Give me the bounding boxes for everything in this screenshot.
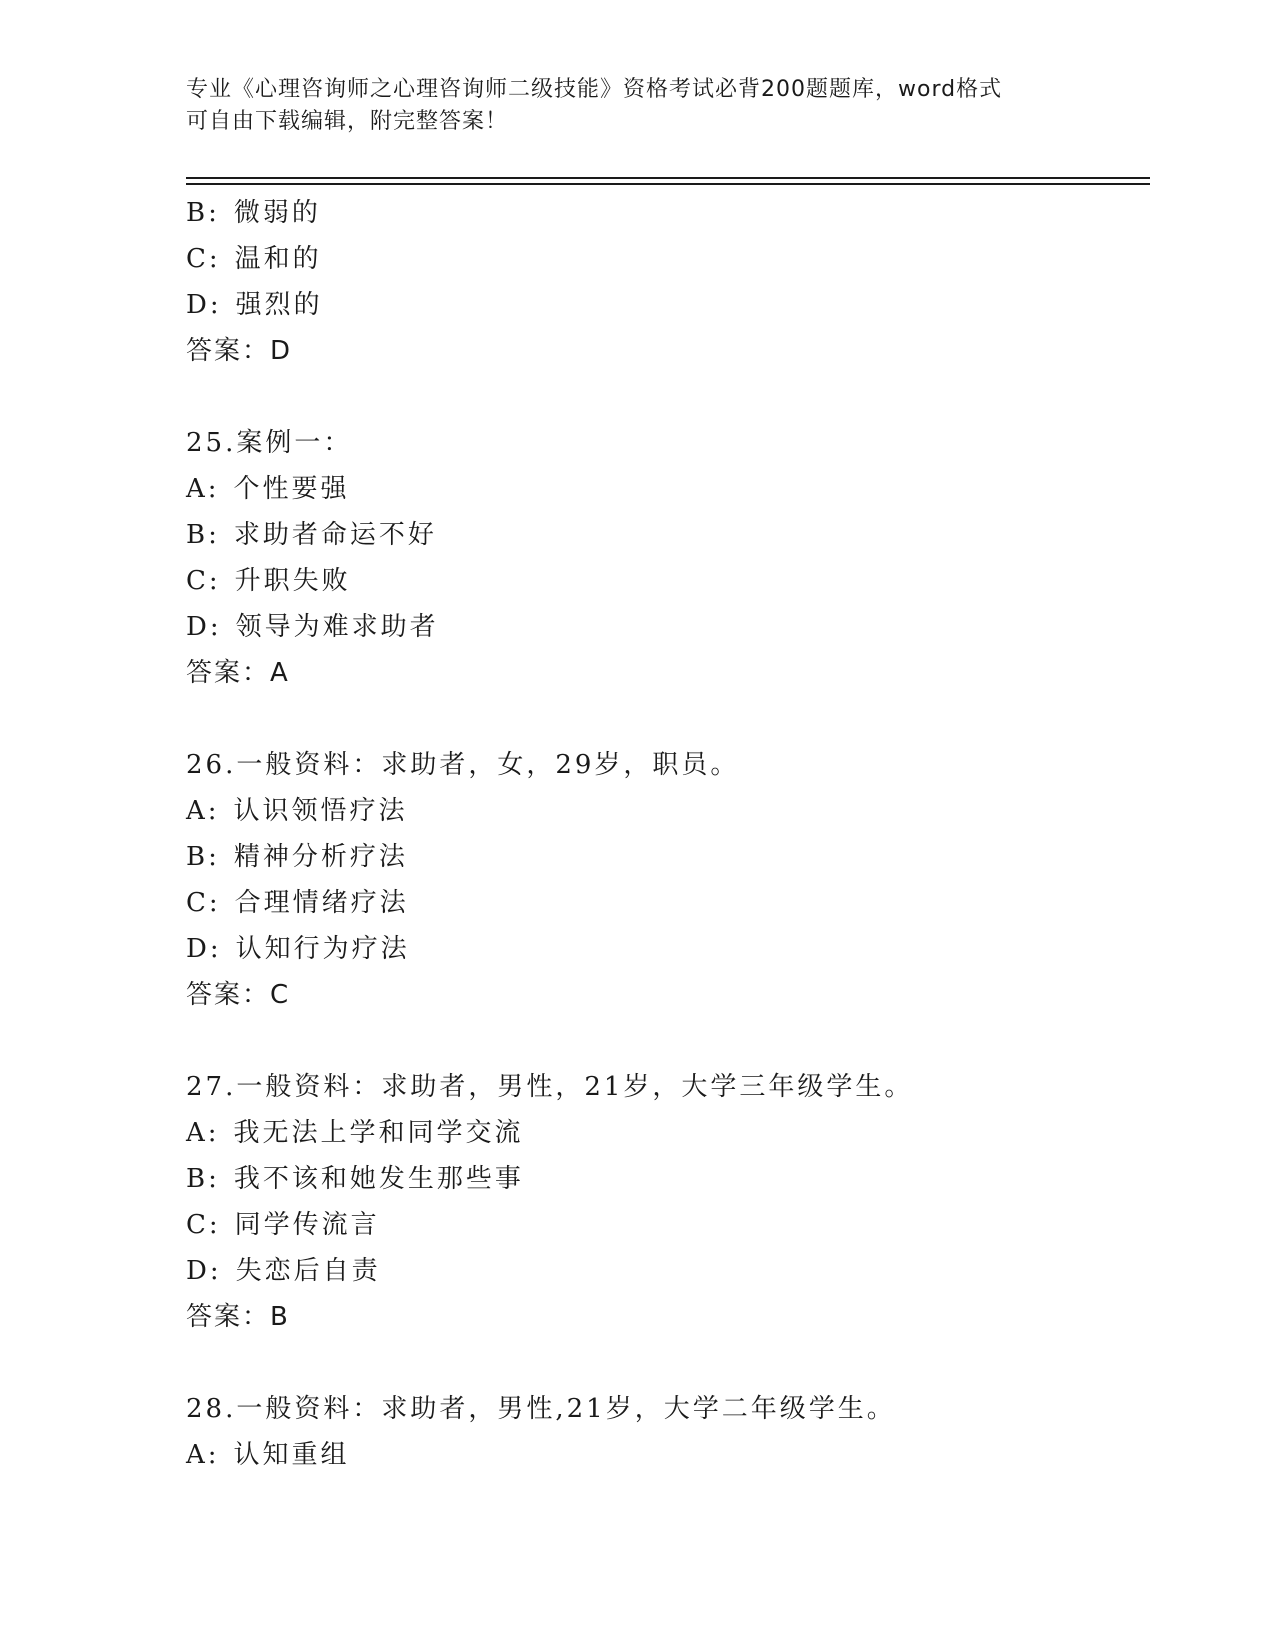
option-text: 认知行为疗法	[235, 934, 410, 964]
option-letter: A:	[186, 1118, 220, 1148]
option-text: 强烈的	[235, 290, 323, 320]
option-letter: B:	[186, 520, 220, 550]
option-letter: D:	[186, 290, 222, 320]
option-text: 温和的	[234, 244, 322, 274]
option-b	[186, 1156, 1146, 1202]
option-b	[186, 834, 1146, 880]
option-letter: C:	[186, 888, 221, 918]
option-text: 失恋后自责	[235, 1256, 381, 1286]
option-letter: B:	[186, 842, 220, 872]
option-b	[186, 512, 1146, 558]
option-text: 认知重组	[233, 1440, 350, 1470]
question-stem: 28.一般资料：求助者，男性,21岁，大学二年级学生。	[186, 1394, 896, 1424]
header-line-1: 专业《心理咨询师之心理咨询师二级技能》资格考试必背200题题库，word格式	[186, 77, 1003, 102]
question-block-26	[186, 742, 1146, 1018]
option-text: 我无法上学和同学交流	[233, 1118, 524, 1148]
option-d	[186, 604, 1146, 650]
question-block-27	[186, 1064, 1146, 1340]
option-a	[186, 1432, 1146, 1478]
option-letter: A:	[186, 474, 220, 504]
option-text: 认识领悟疗法	[233, 796, 408, 826]
header-divider-bottom	[186, 183, 1150, 185]
option-text: 精神分析疗法	[233, 842, 408, 872]
question-block-prev	[186, 190, 1146, 374]
question-block-25	[186, 420, 1146, 696]
question-block-28	[186, 1386, 1146, 1478]
option-letter: C:	[186, 244, 221, 274]
option-d	[186, 282, 1146, 328]
option-letter: A:	[186, 796, 220, 826]
document-header	[186, 74, 1086, 138]
option-letter: A:	[186, 1440, 220, 1470]
option-c	[186, 1202, 1146, 1248]
option-text: 微弱的	[233, 198, 321, 228]
option-c	[186, 558, 1146, 604]
option-letter: D:	[186, 934, 222, 964]
spacer	[186, 1018, 1146, 1064]
option-letter: D:	[186, 1256, 222, 1286]
header-divider-top	[186, 177, 1150, 179]
question-stem: 25.案例一：	[186, 428, 353, 458]
option-b	[186, 190, 1146, 236]
option-a	[186, 788, 1146, 834]
option-letter: D:	[186, 612, 222, 642]
answer-line: 答案：B	[186, 1302, 290, 1332]
option-c	[186, 236, 1146, 282]
option-text: 合理情绪疗法	[234, 888, 409, 918]
question-stem: 27.一般资料：求助者，男性，21岁，大学三年级学生。	[186, 1072, 914, 1102]
option-text: 求助者命运不好	[233, 520, 437, 550]
option-d	[186, 1248, 1146, 1294]
answer-line: 答案：D	[186, 336, 293, 366]
option-c	[186, 880, 1146, 926]
option-letter: C:	[186, 566, 221, 596]
answer-line: 答案：C	[186, 980, 291, 1010]
option-a	[186, 1110, 1146, 1156]
option-a	[186, 466, 1146, 512]
spacer	[186, 374, 1146, 420]
question-stem: 26.一般资料：求助者，女，29岁，职员。	[186, 750, 740, 780]
header-line-2: 可自由下载编辑，附完整答案！	[186, 109, 509, 134]
option-letter: B:	[186, 198, 220, 228]
option-letter: C:	[186, 1210, 221, 1240]
spacer	[186, 696, 1146, 742]
option-text: 个性要强	[233, 474, 350, 504]
option-text: 我不该和她发生那些事	[233, 1164, 524, 1194]
option-d	[186, 926, 1146, 972]
option-text: 领导为难求助者	[235, 612, 439, 642]
answer-line: 答案：A	[186, 658, 290, 688]
question-list	[186, 190, 1146, 1478]
spacer	[186, 1340, 1146, 1386]
option-text: 升职失败	[234, 566, 351, 596]
option-text: 同学传流言	[234, 1210, 380, 1240]
option-letter: B:	[186, 1164, 220, 1194]
